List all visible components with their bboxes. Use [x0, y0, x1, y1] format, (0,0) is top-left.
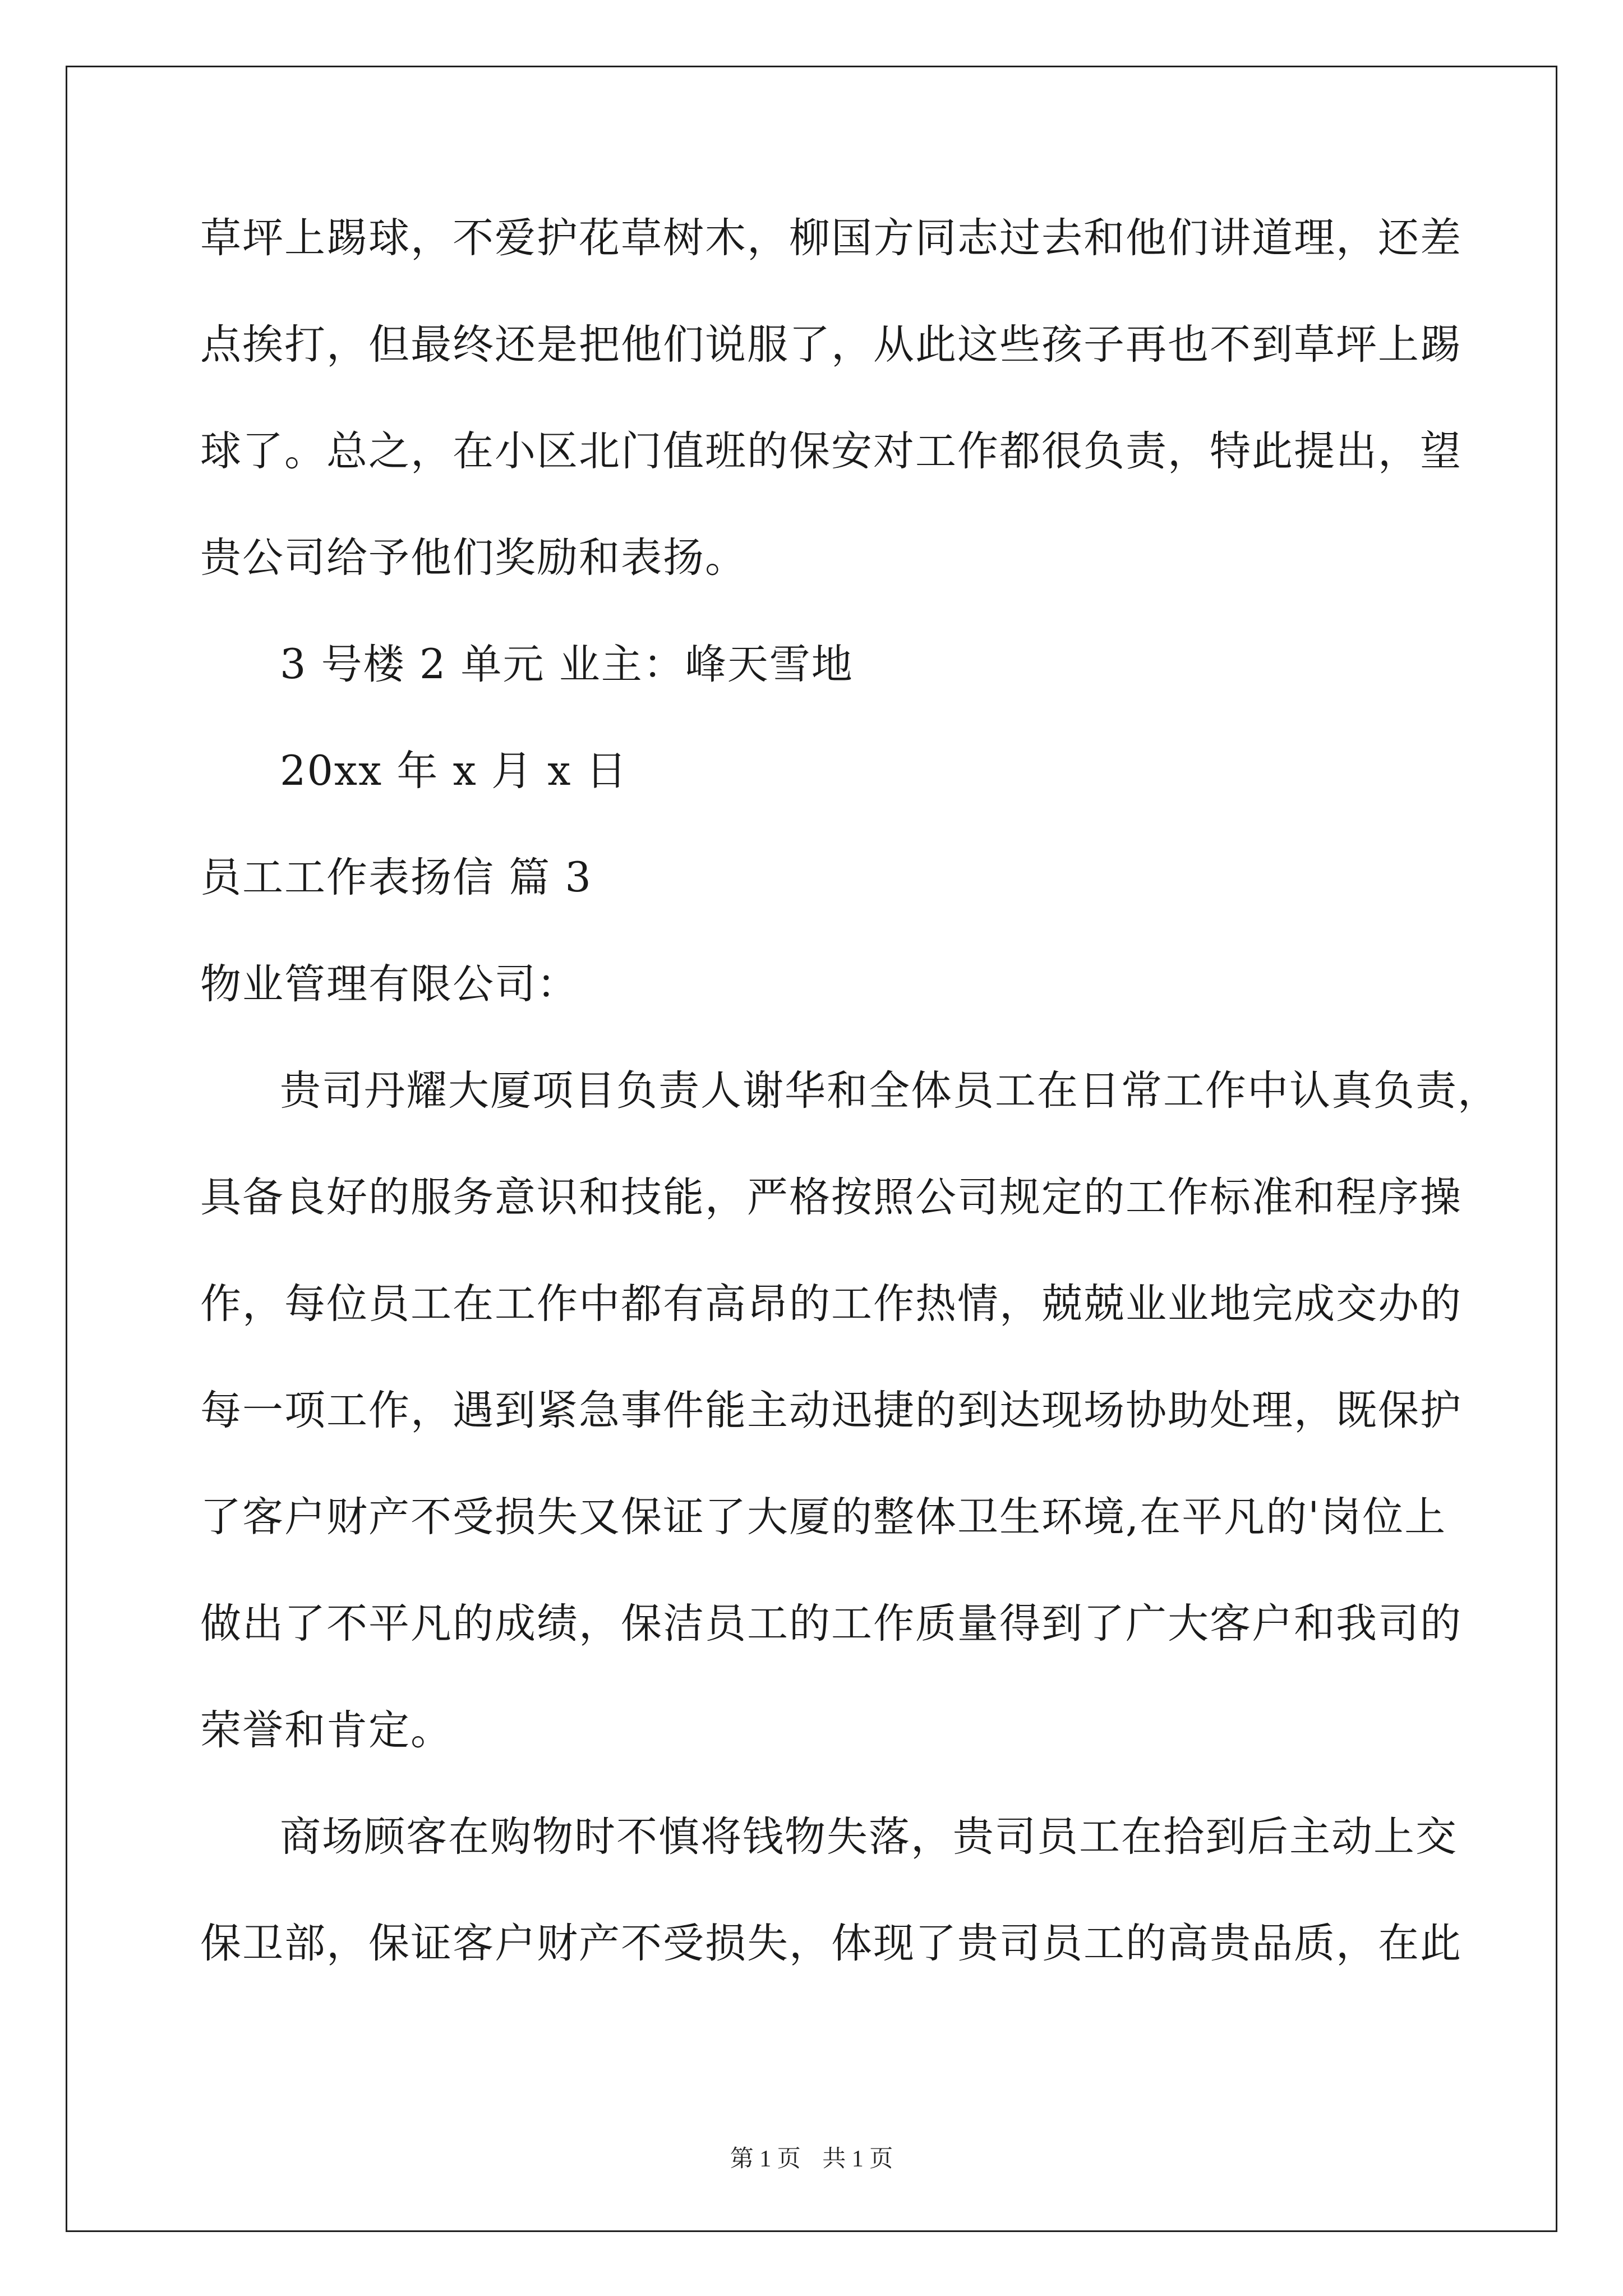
paragraph-line: 作，每位员工在工作中都有高昂的工作热情，兢兢业业地完成交办的: [200, 1280, 1462, 1328]
paragraph-line: 做出了不平凡的成绩，保洁员工的工作质量得到了广大客户和我司的: [200, 1600, 1462, 1648]
paragraph-line: 草坪上踢球，不爱护花草树木，柳国方同志过去和他们讲道理，还差: [200, 214, 1462, 262]
date-line: 20xx 年 x 月 x 日: [280, 747, 628, 795]
paragraph-line: 每一项工作，遇到紧急事件能主动迅捷的到达现场协助处理，既保护: [200, 1387, 1462, 1434]
paragraph-line: 具备良好的服务意识和技能，严格按照公司规定的工作标准和程序操: [200, 1174, 1462, 1221]
salutation: 物业管理有限公司：: [200, 960, 579, 1008]
page-border: [66, 66, 1557, 2232]
paragraph-line: 球了。总之，在小区北门值班的保安对工作都很负责，特此提出，望: [200, 427, 1462, 475]
paragraph-line: 点挨打，但最终还是把他们说服了，从此这些孩子再也不到草坪上踢: [200, 321, 1462, 369]
page-number: 第 1 页: [730, 2146, 801, 2172]
paragraph-line: 保卫部，保证客户财产不受损失，体现了贵司员工的高贵品质，在此: [200, 1920, 1462, 1967]
section-title: 员工工作表扬信 篇 3: [200, 854, 592, 901]
signature-line: 3 号楼 2 单元 业主：峰天雪地: [280, 641, 854, 688]
paragraph-line: 了客户财产不受损失又保证了大厦的整体卫生环境,在平凡的'岗位上: [200, 1493, 1447, 1541]
page-footer: [0, 2140, 1623, 2174]
paragraph-line: 贵公司给予他们奖励和表扬。: [200, 534, 747, 582]
paragraph-line: 商场顾客在购物时不慎将钱物失落，贵司员工在拾到后主动上交: [280, 1813, 1458, 1861]
paragraph-line: 贵司丹耀大厦项目负责人谢华和全体员工在日常工作中认真负责，: [280, 1067, 1500, 1115]
paragraph-line: 荣誉和肯定。: [200, 1706, 453, 1754]
page-total: 共 1 页: [822, 2146, 893, 2172]
